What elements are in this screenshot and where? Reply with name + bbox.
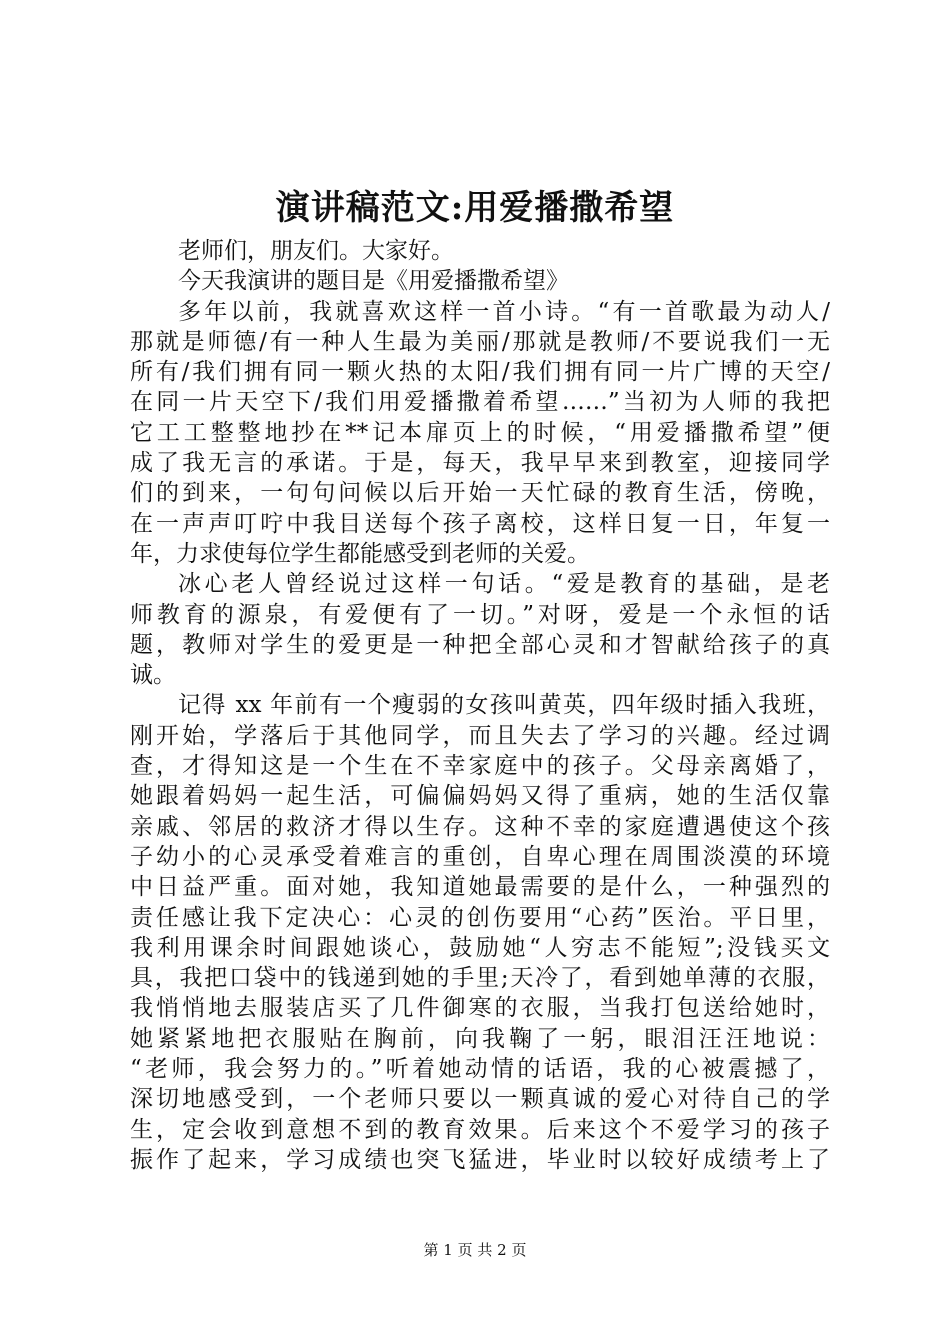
text-line: 查，才得知这是一个生在不幸家庭中的孩子。父母亲离婚了，	[130, 753, 830, 780]
document-body	[130, 236, 830, 1175]
text-line: 冰心老人曾经说过这样一句话。“爱是教育的基础，是老	[178, 571, 830, 598]
text-line: 题，教师对学生的爱更是一种把全部心灵和才智献给孩子的真	[130, 631, 830, 658]
text-line: 振作了起来，学习成绩也突飞猛进，毕业时以较好成绩考上了	[130, 1146, 830, 1173]
text-line: 中日益严重。面对她，我知道她最需要的是什么，一种强烈的	[130, 874, 830, 901]
text-line: 她紧紧地把衣服贴在胸前，向我鞠了一躬，眼泪汪汪地说：	[130, 1025, 830, 1052]
text-line: 年，力求使每位学生都能感受到老师的关爱。	[130, 540, 590, 567]
text-line: 诚。	[130, 662, 176, 689]
text-line: 亲戚、邻居的救济才得以生存。这种不幸的家庭遭遇使这个孩	[130, 813, 830, 840]
text-line: 我利用课余时间跟她谈心，鼓励她“人穷志不能短”;没钱买文	[130, 934, 830, 961]
text-line: 今天我演讲的题目是《用爱播撒希望》	[178, 268, 569, 295]
text-line: 她跟着妈妈一起生活，可偏偏妈妈又得了重病，她的生活仅靠	[130, 783, 830, 810]
text-line: 我悄悄地去服装店买了几件御寒的衣服，当我打包送给她时，	[130, 995, 830, 1022]
text-line: 在一声声叮咛中我目送每个孩子离校，这样日复一日，年复一	[130, 510, 830, 537]
text-line: 它工工整整地抄在**记本扉页上的时候，“用爱播撒希望”便	[130, 419, 830, 446]
text-line: 成了我无言的承诺。于是，每天，我早早来到教室，迎接同学	[130, 450, 830, 477]
text-line: 们的到来，一句句问候以后开始一天忙碌的教育生活，傍晚，	[130, 480, 830, 507]
text-line: 那就是师德/有一种人生最为美丽/那就是教师/不要说我们一无	[130, 328, 830, 355]
text-line: 多年以前，我就喜欢这样一首小诗。“有一首歌最为动人/	[178, 298, 830, 325]
text-line: 记得 xx 年前有一个瘦弱的女孩叫黄英，四年级时插入我班，	[178, 692, 830, 719]
text-line: 深切地感受到，一个老师只要以一颗真诚的爱心对待自己的学	[130, 1086, 830, 1113]
text-line: 具，我把口袋中的钱递到她的手里;天冷了，看到她单薄的衣服，	[130, 965, 830, 992]
document-title: 演讲稿范文:用爱播撒希望	[275, 188, 675, 228]
text-line: 刚开始，学落后于其他同学，而且失去了学习的兴趣。经过调	[130, 722, 830, 749]
text-line: “老师，我会努力的。”听着她动情的话语，我的心被震撼了，	[130, 1056, 830, 1083]
text-line: 师教育的源泉，有爱便有了一切。”对呀，爱是一个永恒的话	[130, 601, 830, 628]
text-line: 子幼小的心灵承受着难言的重创，自卑心理在周围淡漠的环境	[130, 843, 830, 870]
text-line: 责任感让我下定决心：心灵的创伤要用“心药”医治。平日里，	[130, 904, 830, 931]
page-footer: 第 1 页 共 2 页	[423, 1241, 527, 1259]
text-line: 所有/我们拥有同一颗火热的太阳/我们拥有同一片广博的天空/	[130, 359, 830, 386]
text-line: 在同一片天空下/我们用爱播撒着希望……”当初为人师的我把	[130, 389, 830, 416]
text-line: 老师们，朋友们。大家好。	[178, 238, 454, 264]
text-line: 生，定会收到意想不到的教育效果。后来这个不爱学习的孩子	[130, 1116, 830, 1143]
